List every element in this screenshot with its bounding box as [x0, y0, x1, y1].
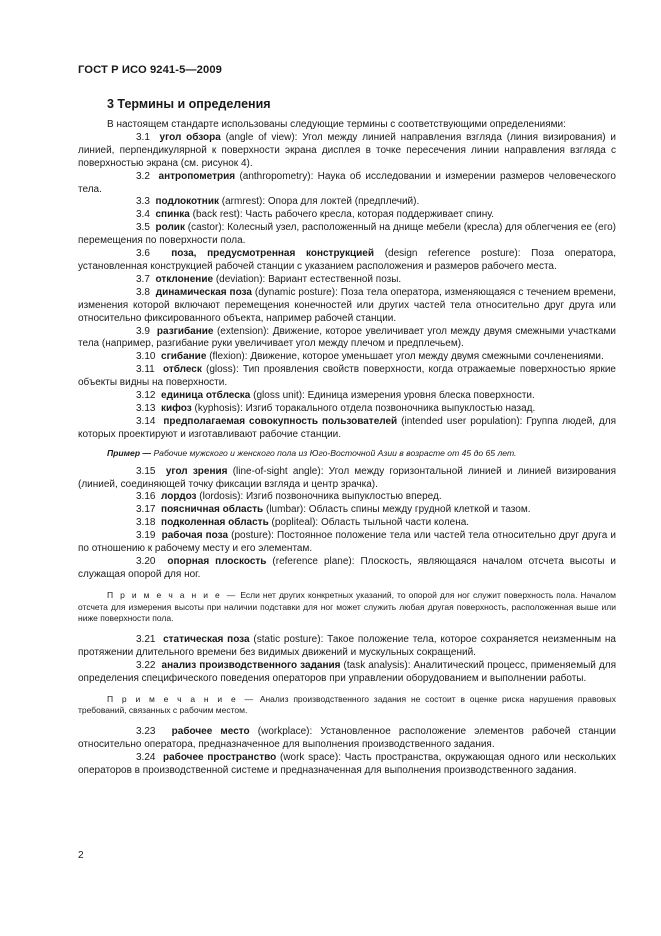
term-name: единица отблеска — [161, 390, 251, 402]
term-name: сгибание — [161, 351, 207, 363]
term-definition: Тип проявления свойств поверхности, когда отражаемые поверхностью яркие объекты видны на поверхности. — [78, 364, 616, 389]
term-name: разгибание — [156, 325, 214, 337]
term-entry — [78, 326, 616, 352]
term-name: ролик — [155, 222, 185, 234]
term-number: 3.6 — [136, 248, 150, 260]
term-entry — [78, 196, 616, 209]
term-number: 3.22 — [136, 659, 156, 671]
page-number: 2 — [78, 850, 84, 861]
term-name: поза, предусмотренная конструкцией — [171, 248, 375, 260]
example-label: Пример — — [107, 447, 152, 458]
term-english: (kyphosis): — [194, 402, 243, 414]
term-english: (dynamic posture): — [254, 286, 338, 298]
term-english: (static posture): — [253, 633, 324, 645]
standard-designation: ГОСТ Р ИСО 9241-5—2009 — [78, 64, 222, 76]
term-name: угол зрения — [165, 465, 228, 477]
section-content — [78, 119, 616, 778]
term-number: 3.11 — [136, 364, 155, 376]
term-english: (extension): — [216, 325, 270, 337]
term-entry — [78, 517, 616, 530]
term-entry — [78, 222, 616, 248]
term-name: подколенная область — [161, 517, 269, 529]
term-number: 3.20 — [136, 556, 156, 567]
term-entry — [78, 556, 616, 582]
section-title: 3 Термины и определения — [107, 97, 271, 111]
term-name: антропометрия — [158, 170, 236, 182]
term-number: 3.14 — [136, 415, 156, 427]
note-1-label: П р и м е ч а н и е — — [107, 589, 238, 600]
term-english: (task analysis): — [343, 659, 411, 671]
term-english: (flexion): — [209, 351, 248, 363]
term-definition: Область спины между грудной клеткой и тазом. — [306, 504, 531, 516]
term-definition: Поза тела оператора, изменяющаяся с течением времени, изменения которой включают перемещения конечностей или других частей тела относительно друг друга или относительно фиксированного объекта, например рабочей станции. — [78, 286, 617, 324]
term-definition: Плоскость, являющаяся началом отсчета высоты и служащая опорой для ног. — [78, 556, 616, 580]
term-name: рабочая поза — [161, 530, 229, 542]
term-entry — [78, 530, 616, 556]
term-definition: Движение, которое увеличивает угол между двумя смежными участками тела (например, разгибание руки увеличивает угол между плечом и предплечьем). — [78, 325, 617, 350]
term-entry — [78, 390, 616, 403]
term-definition: Область тыльной части колена. — [318, 517, 470, 529]
term-number: 3.5 — [136, 222, 150, 234]
term-number: 3.8 — [136, 286, 150, 298]
term-definition: Постоянное положение тела или частей тела относительно друг друга и по отношению к рабочему месту и его элементам. — [78, 530, 617, 555]
term-english: (back rest): — [192, 209, 243, 221]
term-number: 3.7 — [136, 273, 150, 285]
term-entry — [78, 634, 616, 660]
term-english: (workplace): — [257, 725, 313, 737]
term-number: 3.17 — [136, 504, 156, 516]
example-note — [78, 448, 616, 459]
term-name: поясничная область — [161, 504, 264, 516]
term-english: (angle of view): — [225, 131, 298, 143]
term-english: (gloss): — [206, 364, 239, 376]
term-definition: Часть рабочего кресла, которая поддерживает спину. — [242, 209, 495, 221]
term-number: 3.23 — [136, 725, 156, 737]
term-definition: Вариант естественной позы. — [265, 273, 402, 285]
term-english: (lordosis): — [199, 491, 244, 503]
term-entry — [78, 504, 616, 517]
note-2-text: Анализ производственного задания не состоит в оценке риска нарушения правовых требований, связанных с рабочим местом. — [78, 693, 616, 716]
term-number: 3.2 — [136, 170, 150, 182]
term-number: 3.24 — [136, 751, 156, 763]
term-entry — [78, 466, 616, 492]
term-entry — [78, 491, 616, 504]
term-name: спинка — [155, 209, 190, 221]
term-entry — [78, 416, 616, 442]
term-entry — [78, 132, 616, 171]
term-entry — [78, 726, 616, 752]
term-english: (line-of-sight angle): — [232, 465, 324, 477]
term-name: динамическая поза — [155, 286, 252, 298]
example-text: Рабочие мужского и женского пола из Юго-Восточной Азии в возрасте от 45 до 65 лет. — [151, 447, 517, 458]
term-name: угол обзора — [159, 131, 221, 143]
term-entry — [78, 752, 616, 778]
terms-list-4 — [78, 726, 616, 778]
term-definition: Угол между горизонтальной линией и линией визирования (линией, соединяющей точку фиксации взгляда и центр зрачка). — [78, 465, 616, 490]
term-definition: Поза оператора, установленная конструкцией рабочей станции с указанием расположения и размеров рабочего места. — [78, 248, 616, 272]
note-1-text: Если нет других конкретных указаний, то опорой для ног служит поверхность пола. Началом отсчета для измерения высоты при наличии подставки для ног может служить любая другая поверхность, расположенная выше или ниже поверхности пола. — [78, 589, 616, 624]
term-name: предполагаемая совокупность пользователей — [163, 415, 398, 427]
term-entry — [78, 403, 616, 416]
term-number: 3.16 — [136, 491, 156, 503]
term-english: (deviation): — [215, 273, 266, 285]
term-number: 3.18 — [136, 517, 156, 529]
term-definition: Наука об исследовании и измерении размеров человеческого тела. — [78, 170, 616, 195]
term-definition: Угол между линией направления взгляда (линия визирования) и линией, перпендикулярной к поверхности экрана дисплея в точке пересечения линии направления взгляда с поверхностью экрана (см. рисунок 4). — [78, 131, 617, 169]
term-entry — [78, 209, 616, 222]
terms-list-2 — [78, 466, 616, 582]
term-entry — [78, 248, 616, 274]
term-name: подлокотник — [155, 196, 219, 208]
term-number: 3.12 — [136, 390, 156, 402]
term-number: 3.9 — [136, 325, 150, 337]
term-english: (castor): — [187, 222, 225, 234]
term-english: (anthropometry): — [239, 170, 314, 182]
term-name: отблеск — [162, 364, 202, 376]
note-2 — [78, 694, 616, 717]
terms-list-3 — [78, 634, 616, 686]
term-entry — [78, 351, 616, 364]
note-2-label: П р и м е ч а н и е — — [107, 693, 256, 704]
term-definition: Установленное расположение элементов рабочей станции относительно оператора, предназначенное для выполнения производственного задания. — [78, 725, 616, 750]
term-english: (reference plane): — [272, 556, 355, 567]
term-definition: Единица измерения уровня блеска поверхности. — [304, 390, 535, 402]
term-number: 3.15 — [136, 465, 156, 477]
term-name: отклонение — [155, 273, 214, 285]
term-english: (work space): — [279, 751, 341, 763]
term-entry — [78, 364, 616, 390]
term-number: 3.13 — [136, 402, 156, 414]
term-english: (intended user population): — [401, 415, 523, 427]
term-english: (gloss unit): — [253, 390, 305, 402]
term-number: 3.4 — [136, 209, 150, 221]
term-number: 3.19 — [136, 530, 156, 542]
term-entry — [78, 287, 616, 326]
term-name: опорная плоскость — [167, 556, 267, 567]
term-name: статическая поза — [163, 633, 250, 645]
term-entry — [78, 274, 616, 287]
term-name: лордоз — [161, 491, 197, 503]
term-name: кифоз — [161, 402, 192, 414]
term-entry — [78, 660, 616, 686]
intro-paragraph: В настоящем стандарте использованы следующие термины с соответствующими определениями: — [107, 119, 566, 130]
term-definition: Колесный узел, расположенный на днище мебели (кресла) для облегчения ее (его) перемещения по поверхности пола. — [78, 222, 617, 247]
term-definition: Такое положение тела, которое сохраняется неизменным на протяжении длительного времени без видимых движений и мускульных сокращений. — [78, 633, 616, 658]
term-number: 3.1 — [136, 131, 150, 143]
term-definition: Опора для локтей (предплечий). — [265, 196, 420, 208]
term-english: (lumbar): — [266, 504, 307, 516]
term-number: 3.21 — [136, 633, 156, 645]
term-entry — [78, 171, 616, 197]
term-definition: Часть пространства, окружающая одного или нескольких операторов в производственной системе и предназначенная для выполнения производственного задания. — [78, 751, 617, 776]
term-name: рабочее место — [171, 725, 250, 737]
term-number: 3.10 — [136, 351, 156, 363]
term-number: 3.3 — [136, 196, 150, 208]
term-english: (popliteal): — [271, 517, 319, 529]
term-english: (posture): — [231, 530, 274, 542]
term-definition: Аналитический процесс, применяемый для определения специфического поведения операторов при управлении оборудованием и выполнении работы. — [78, 659, 616, 684]
terms-list-1 — [78, 132, 616, 442]
term-definition: Изгиб позвоночника выпуклостью вперед. — [243, 491, 442, 503]
term-english: (design reference posture): — [384, 248, 521, 260]
term-english: (armrest): — [221, 196, 266, 208]
term-definition: Движение, которое уменьшает угол между двумя смежными сочленениями. — [247, 351, 604, 363]
term-definition: Изгиб торакального отдела позвоночника выпуклостью назад. — [242, 402, 536, 414]
term-name: рабочее пространство — [162, 751, 277, 763]
term-name: анализ производственного задания — [161, 659, 341, 671]
term-definition: Группа людей, для которых проектируют и изготавливают рабочие станции. — [78, 415, 616, 440]
note-1 — [78, 590, 616, 625]
